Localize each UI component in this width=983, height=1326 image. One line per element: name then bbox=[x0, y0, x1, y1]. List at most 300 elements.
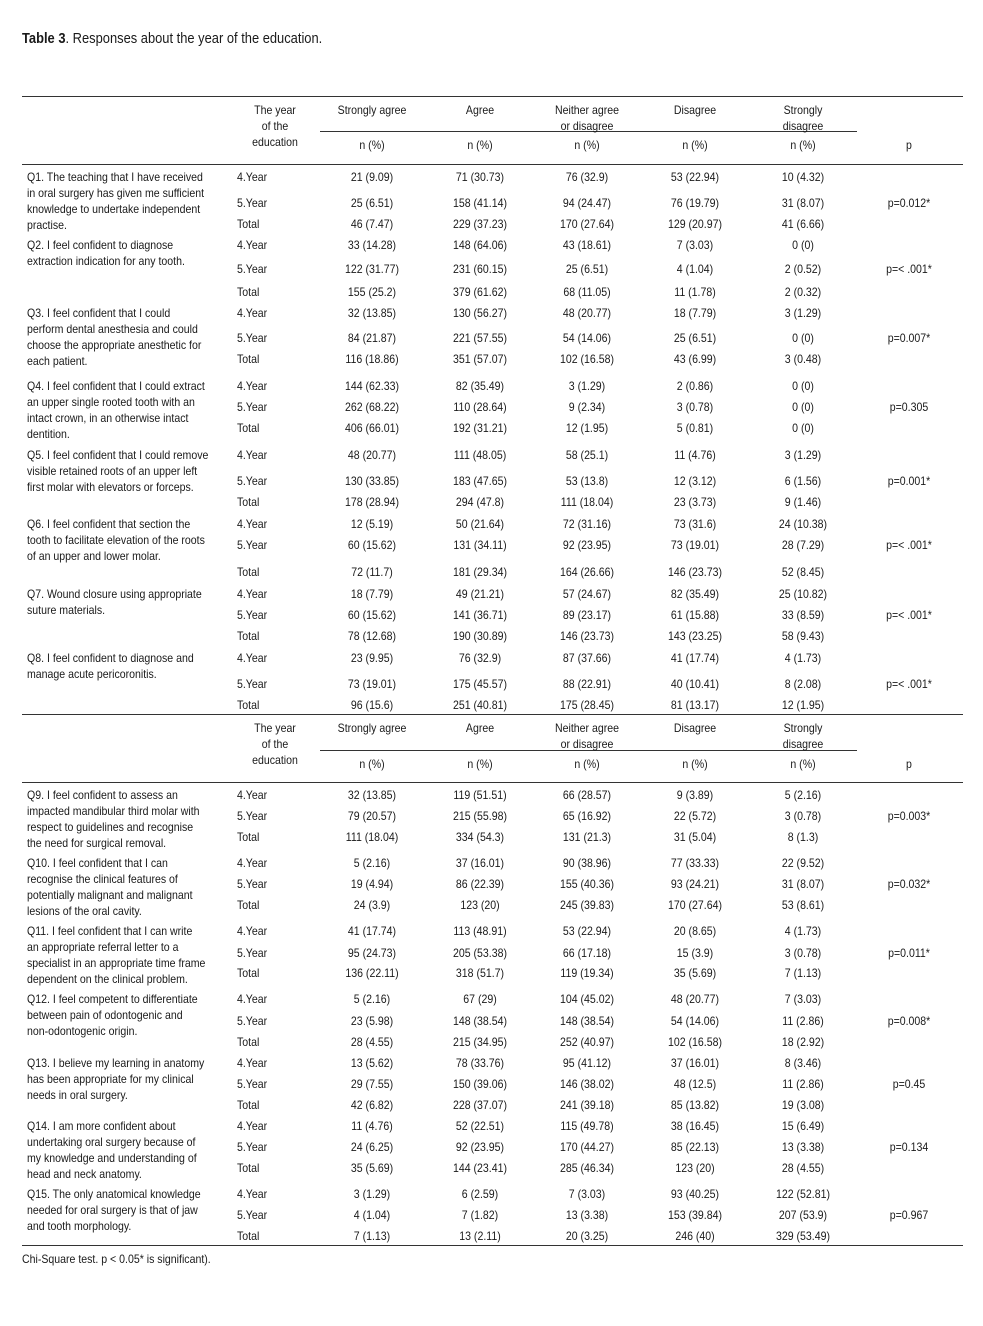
value-cell: 19 (4.94) bbox=[350, 877, 394, 891]
value-cell: 23 (3.73) bbox=[673, 495, 717, 509]
value-cell: 76 (19.79) bbox=[670, 196, 720, 210]
value-cell: 228 (37.07) bbox=[452, 1098, 508, 1112]
question-line: specialist in an appropriate time frame bbox=[27, 956, 206, 970]
question-line: an upper single rooted tooth with an bbox=[27, 395, 195, 409]
header-top-rule bbox=[22, 714, 963, 715]
table-bottom-rule bbox=[22, 1245, 963, 1246]
year-cell: 5.Year bbox=[237, 1077, 268, 1091]
value-cell: 3 (1.29) bbox=[784, 448, 822, 462]
question-text bbox=[27, 586, 202, 618]
value-cell: 32 (13.85) bbox=[347, 306, 397, 320]
question-text bbox=[27, 1186, 201, 1234]
value-cell: 2 (0.86) bbox=[676, 379, 714, 393]
value-cell: 13 (2.11) bbox=[459, 1229, 501, 1243]
value-cell: 85 (13.82) bbox=[670, 1098, 720, 1112]
year-cell: Total bbox=[237, 830, 260, 844]
value-cell: 11 (4.76) bbox=[674, 448, 716, 462]
value-cell: 43 (18.61) bbox=[562, 238, 612, 252]
question-line: Q13. I believe my learning in anatomy bbox=[27, 1056, 205, 1070]
header-unit: n (%) bbox=[467, 138, 493, 152]
value-cell: 73 (31.6) bbox=[673, 517, 717, 531]
question-line: Q6. I feel confident that section the bbox=[27, 517, 191, 531]
value-cell: 28 (4.55) bbox=[350, 1035, 394, 1049]
value-cell: 144 (62.33) bbox=[344, 379, 400, 393]
p-value: p=0.001* bbox=[887, 474, 931, 488]
header-unit: n (%) bbox=[790, 757, 816, 771]
value-cell: 262 (68.22) bbox=[344, 400, 400, 414]
question-line: needs in oral surgery. bbox=[27, 1088, 128, 1102]
question-line: knowledge to undertake independent bbox=[27, 202, 201, 216]
header-year: The year bbox=[254, 103, 296, 117]
value-cell: 3 (0.48) bbox=[784, 352, 822, 366]
value-cell: 94 (24.47) bbox=[562, 196, 612, 210]
value-cell: 155 (40.36) bbox=[559, 877, 615, 891]
header-col-0: Strongly agree bbox=[337, 103, 407, 117]
question-line: Q5. I feel confident that I could remove bbox=[27, 448, 209, 462]
question-line: extraction indication for any tooth. bbox=[27, 254, 185, 268]
value-cell: 93 (24.21) bbox=[670, 877, 720, 891]
question-line: manage acute pericoronitis. bbox=[27, 667, 157, 681]
value-cell: 122 (31.77) bbox=[344, 262, 400, 276]
question-line: Q14. I am more confident about bbox=[27, 1119, 176, 1133]
value-cell: 37 (16.01) bbox=[455, 856, 505, 870]
p-value: p=0.008* bbox=[887, 1014, 931, 1028]
value-cell: 5 (0.81) bbox=[676, 421, 714, 435]
question-text bbox=[27, 923, 205, 987]
value-cell: 41 (6.66) bbox=[781, 217, 825, 231]
question-line: needed for oral surgery is that of jaw bbox=[27, 1203, 198, 1217]
header-col-1: Agree bbox=[465, 103, 495, 117]
question-text bbox=[27, 516, 205, 564]
value-cell: 35 (5.69) bbox=[350, 1161, 394, 1175]
value-cell: 25 (6.51) bbox=[350, 196, 394, 210]
value-cell: 31 (8.07) bbox=[781, 196, 825, 210]
value-cell: 61 (15.88) bbox=[670, 608, 720, 622]
value-cell: 28 (7.29) bbox=[781, 538, 825, 552]
p-value: p=0.011* bbox=[888, 946, 930, 960]
value-cell: 20 (8.65) bbox=[673, 924, 717, 938]
value-cell: 31 (5.04) bbox=[673, 830, 717, 844]
value-cell: 72 (31.16) bbox=[562, 517, 612, 531]
value-cell: 245 (39.83) bbox=[559, 898, 615, 912]
p-value: p=< .001* bbox=[886, 538, 932, 552]
value-cell: 29 (7.55) bbox=[350, 1077, 394, 1091]
value-cell: 60 (15.62) bbox=[347, 538, 397, 552]
value-cell: 86 (22.39) bbox=[455, 877, 505, 891]
value-cell: 5 (2.16) bbox=[353, 992, 391, 1006]
value-cell: 130 (33.85) bbox=[344, 474, 400, 488]
question-line: lesions of the oral cavity. bbox=[27, 904, 142, 918]
value-cell: 3 (0.78) bbox=[784, 809, 822, 823]
header-unit: n (%) bbox=[574, 138, 600, 152]
value-cell: 50 (21.64) bbox=[455, 517, 505, 531]
caption-text: . Responses about the year of the education. bbox=[65, 30, 323, 47]
table-footnote: Chi-Square test. p < 0.05* is significant). bbox=[22, 1252, 211, 1266]
value-cell: 93 (40.25) bbox=[670, 1187, 720, 1201]
value-cell: 25 (10.82) bbox=[778, 587, 828, 601]
question-text bbox=[27, 447, 208, 495]
value-cell: 104 (45.02) bbox=[559, 992, 615, 1006]
year-cell: Total bbox=[237, 421, 260, 435]
value-cell: 144 (23.41) bbox=[452, 1161, 508, 1175]
value-cell: 12 (3.12) bbox=[673, 474, 717, 488]
value-cell: 23 (5.98) bbox=[350, 1014, 394, 1028]
question-line: in oral surgery has given me sufficient bbox=[27, 186, 205, 200]
value-cell: 7 (3.03) bbox=[784, 992, 822, 1006]
value-cell: 79 (20.57) bbox=[347, 809, 397, 823]
value-cell: 123 (20) bbox=[675, 1161, 715, 1175]
year-cell: 4.Year bbox=[237, 306, 268, 320]
question-line: of an upper and lower molar. bbox=[27, 549, 161, 563]
question-text bbox=[27, 237, 185, 269]
value-cell: 102 (16.58) bbox=[559, 352, 615, 366]
year-cell: 5.Year bbox=[237, 809, 268, 823]
value-cell: 53 (22.94) bbox=[670, 170, 720, 184]
value-cell: 60 (15.62) bbox=[347, 608, 397, 622]
value-cell: 241 (39.18) bbox=[559, 1098, 615, 1112]
value-cell: 136 (22.11) bbox=[345, 966, 399, 980]
question-line: dentition. bbox=[27, 427, 70, 441]
value-cell: 18 (7.79) bbox=[673, 306, 717, 320]
question-line: has been appropriate for my clinical bbox=[27, 1072, 194, 1086]
value-cell: 175 (45.57) bbox=[452, 677, 508, 691]
question-text bbox=[27, 1118, 197, 1182]
value-cell: 111 (48.05) bbox=[453, 448, 507, 462]
value-cell: 4 (1.04) bbox=[676, 262, 714, 276]
header-unit: n (%) bbox=[574, 757, 600, 771]
value-cell: 122 (52.81) bbox=[775, 1187, 831, 1201]
question-line: Q9. I feel confident to assess an bbox=[27, 788, 178, 802]
value-cell: 90 (38.96) bbox=[562, 856, 612, 870]
value-cell: 37 (16.01) bbox=[670, 1056, 720, 1070]
question-line: recognise the clinical features of bbox=[27, 872, 178, 886]
year-cell: Total bbox=[237, 629, 260, 643]
value-cell: 406 (66.01) bbox=[344, 421, 400, 435]
year-cell: 4.Year bbox=[237, 1187, 268, 1201]
value-cell: 231 (60.15) bbox=[452, 262, 508, 276]
value-cell: 41 (17.74) bbox=[670, 651, 720, 665]
question-text bbox=[27, 991, 198, 1039]
year-cell: 4.Year bbox=[237, 587, 268, 601]
value-cell: 148 (64.06) bbox=[452, 238, 508, 252]
question-line: and tooth morphology. bbox=[27, 1219, 132, 1233]
value-cell: 334 (54.3) bbox=[455, 830, 505, 844]
question-line: choose the appropriate anesthetic for bbox=[27, 338, 202, 352]
question-text bbox=[27, 1055, 204, 1103]
question-line: first molar with elevators or forceps. bbox=[27, 480, 194, 494]
year-cell: Total bbox=[237, 898, 260, 912]
value-cell: 115 (49.78) bbox=[560, 1119, 614, 1133]
year-cell: 4.Year bbox=[237, 170, 268, 184]
value-cell: 92 (23.95) bbox=[562, 538, 612, 552]
value-cell: 150 (39.06) bbox=[452, 1077, 508, 1091]
value-cell: 146 (23.73) bbox=[667, 565, 723, 579]
value-cell: 102 (16.58) bbox=[667, 1035, 723, 1049]
year-cell: Total bbox=[237, 966, 260, 980]
year-cell: 4.Year bbox=[237, 788, 268, 802]
p-value: p=0.012* bbox=[887, 196, 931, 210]
year-cell: 4.Year bbox=[237, 1056, 268, 1070]
value-cell: 131 (34.11) bbox=[453, 538, 507, 552]
year-cell: 5.Year bbox=[237, 474, 268, 488]
p-value: p=0.007* bbox=[887, 331, 931, 345]
p-value: p=0.134 bbox=[889, 1140, 929, 1154]
header-year: The year bbox=[254, 721, 296, 735]
value-cell: 164 (26.66) bbox=[559, 565, 615, 579]
value-cell: 8 (2.08) bbox=[784, 677, 822, 691]
question-line: Q7. Wound closure using appropriate bbox=[27, 587, 202, 601]
value-cell: 215 (34.95) bbox=[452, 1035, 508, 1049]
value-cell: 0 (0) bbox=[792, 400, 814, 414]
value-cell: 6 (2.59) bbox=[461, 1187, 499, 1201]
value-cell: 78 (12.68) bbox=[347, 629, 397, 643]
year-cell: Total bbox=[237, 1161, 260, 1175]
question-text bbox=[27, 855, 193, 919]
year-cell: 4.Year bbox=[237, 517, 268, 531]
value-cell: 84 (21.87) bbox=[347, 331, 397, 345]
value-cell: 54 (14.06) bbox=[562, 331, 612, 345]
question-line: visible retained roots of an upper left bbox=[27, 464, 198, 478]
value-cell: 68 (11.05) bbox=[563, 285, 611, 299]
header-col-4: disagree bbox=[782, 737, 824, 751]
value-cell: 207 (53.9) bbox=[778, 1208, 828, 1222]
year-cell: 4.Year bbox=[237, 992, 268, 1006]
value-cell: 3 (0.78) bbox=[676, 400, 714, 414]
value-cell: 146 (23.73) bbox=[559, 629, 615, 643]
value-cell: 25 (6.51) bbox=[565, 262, 609, 276]
question-line: respect to guidelines and recognise bbox=[27, 820, 194, 834]
value-cell: 119 (19.34) bbox=[560, 966, 614, 980]
question-line: Q11. I feel confident that I can write bbox=[27, 924, 193, 938]
value-cell: 42 (6.82) bbox=[350, 1098, 394, 1112]
value-cell: 3 (0.78) bbox=[784, 946, 822, 960]
value-cell: 10 (4.32) bbox=[781, 170, 825, 184]
value-cell: 181 (29.34) bbox=[452, 565, 508, 579]
value-cell: 4 (1.04) bbox=[353, 1208, 391, 1222]
value-cell: 285 (46.34) bbox=[559, 1161, 615, 1175]
p-value: p=0.967 bbox=[889, 1208, 929, 1222]
value-cell: 183 (47.65) bbox=[452, 474, 508, 488]
value-cell: 24 (3.9) bbox=[353, 898, 391, 912]
value-cell: 2 (0.32) bbox=[784, 285, 822, 299]
header-unit: n (%) bbox=[467, 757, 493, 771]
header-bottom-rule bbox=[22, 164, 963, 165]
value-cell: 66 (17.18) bbox=[562, 946, 612, 960]
value-cell: 8 (1.3) bbox=[787, 830, 819, 844]
value-cell: 148 (38.54) bbox=[452, 1014, 508, 1028]
value-cell: 48 (20.77) bbox=[670, 992, 720, 1006]
year-cell: 5.Year bbox=[237, 946, 268, 960]
value-cell: 19 (3.08) bbox=[781, 1098, 825, 1112]
value-cell: 130 (56.27) bbox=[452, 306, 508, 320]
year-cell: Total bbox=[237, 285, 260, 299]
value-cell: 190 (30.89) bbox=[452, 629, 508, 643]
question-line: suture materials. bbox=[27, 603, 106, 617]
value-cell: 229 (37.23) bbox=[452, 217, 508, 231]
value-cell: 4 (1.73) bbox=[784, 651, 822, 665]
header-col-2: Neither agree bbox=[555, 721, 619, 735]
value-cell: 53 (13.8) bbox=[565, 474, 609, 488]
question-line: Q10. I feel confident that I can bbox=[27, 856, 168, 870]
value-cell: 38 (16.45) bbox=[670, 1119, 720, 1133]
year-cell: Total bbox=[237, 565, 260, 579]
value-cell: 3 (1.29) bbox=[568, 379, 606, 393]
header-col-4: Strongly bbox=[783, 721, 823, 735]
year-cell: 5.Year bbox=[237, 538, 268, 552]
question-line: practise. bbox=[27, 218, 67, 232]
year-cell: 5.Year bbox=[237, 262, 268, 276]
value-cell: 351 (57.07) bbox=[452, 352, 508, 366]
value-cell: 0 (0) bbox=[792, 331, 814, 345]
value-cell: 65 (16.92) bbox=[562, 809, 612, 823]
value-cell: 76 (32.9) bbox=[458, 651, 502, 665]
value-cell: 81 (13.17) bbox=[670, 698, 720, 712]
value-cell: 252 (40.97) bbox=[559, 1035, 615, 1049]
question-line: dependent on the clinical problem. bbox=[27, 972, 188, 986]
value-cell: 71 (30.73) bbox=[455, 170, 505, 184]
value-cell: 192 (31.21) bbox=[452, 421, 508, 435]
value-cell: 0 (0) bbox=[792, 238, 814, 252]
value-cell: 12 (5.19) bbox=[350, 517, 394, 531]
p-value: p=0.032* bbox=[887, 877, 931, 891]
value-cell: 9 (2.34) bbox=[568, 400, 606, 414]
header-year: education bbox=[252, 135, 298, 149]
value-cell: 5 (2.16) bbox=[784, 788, 822, 802]
year-cell: Total bbox=[237, 1035, 260, 1049]
question-line: Q1. The teaching that I have received bbox=[27, 170, 203, 184]
value-cell: 113 (48.91) bbox=[453, 924, 507, 938]
value-cell: 52 (22.51) bbox=[455, 1119, 505, 1133]
question-line: head and neck anatomy. bbox=[27, 1167, 142, 1181]
year-cell: 4.Year bbox=[237, 238, 268, 252]
question-line: my knowledge and understanding of bbox=[27, 1151, 197, 1165]
year-cell: Total bbox=[237, 1098, 260, 1112]
value-cell: 8 (3.46) bbox=[784, 1056, 822, 1070]
value-cell: 66 (28.57) bbox=[562, 788, 612, 802]
value-cell: 25 (6.51) bbox=[673, 331, 717, 345]
header-col-2: Neither agree bbox=[555, 103, 619, 117]
value-cell: 111 (18.04) bbox=[560, 495, 614, 509]
header-col-4: disagree bbox=[782, 119, 824, 133]
value-cell: 143 (23.25) bbox=[667, 629, 723, 643]
value-cell: 0 (0) bbox=[792, 421, 814, 435]
value-cell: 89 (23.17) bbox=[562, 608, 612, 622]
value-cell: 178 (28.94) bbox=[344, 495, 400, 509]
p-value: p=< .001* bbox=[886, 608, 932, 622]
header-col-3: Disagree bbox=[673, 721, 717, 735]
value-cell: 3 (1.29) bbox=[353, 1187, 391, 1201]
value-cell: 88 (22.91) bbox=[562, 677, 612, 691]
header-col-4: Strongly bbox=[783, 103, 823, 117]
value-cell: 41 (17.74) bbox=[347, 924, 397, 938]
value-cell: 9 (1.46) bbox=[784, 495, 822, 509]
header-unit: n (%) bbox=[682, 138, 708, 152]
year-cell: 5.Year bbox=[237, 400, 268, 414]
value-cell: 48 (20.77) bbox=[347, 448, 397, 462]
value-cell: 95 (41.12) bbox=[562, 1056, 612, 1070]
year-cell: 5.Year bbox=[237, 196, 268, 210]
p-value: p=0.305 bbox=[889, 400, 929, 414]
header-p: p bbox=[906, 138, 912, 152]
value-cell: 78 (33.76) bbox=[455, 1056, 505, 1070]
value-cell: 146 (38.02) bbox=[559, 1077, 615, 1091]
value-cell: 11 (1.78) bbox=[674, 285, 716, 299]
value-cell: 54 (14.06) bbox=[670, 1014, 720, 1028]
year-cell: 5.Year bbox=[237, 331, 268, 345]
value-cell: 116 (18.86) bbox=[345, 352, 399, 366]
value-cell: 95 (24.73) bbox=[347, 946, 397, 960]
value-cell: 5 (2.16) bbox=[353, 856, 391, 870]
value-cell: 13 (3.38) bbox=[565, 1208, 609, 1222]
question-line: Q2. I feel confident to diagnose bbox=[27, 238, 174, 252]
value-cell: 318 (51.7) bbox=[455, 966, 505, 980]
value-cell: 7 (3.03) bbox=[676, 238, 714, 252]
value-cell: 294 (47.8) bbox=[455, 495, 505, 509]
value-cell: 379 (61.62) bbox=[452, 285, 508, 299]
value-cell: 18 (7.79) bbox=[350, 587, 394, 601]
p-value: p=0.003* bbox=[887, 809, 931, 823]
value-cell: 221 (57.55) bbox=[452, 331, 508, 345]
value-cell: 24 (6.25) bbox=[350, 1140, 394, 1154]
year-cell: 4.Year bbox=[237, 448, 268, 462]
value-cell: 33 (8.59) bbox=[781, 608, 825, 622]
value-cell: 129 (20.97) bbox=[667, 217, 723, 231]
value-cell: 170 (27.64) bbox=[559, 217, 615, 231]
header-col-2: or disagree bbox=[560, 119, 614, 133]
value-cell: 329 (53.49) bbox=[775, 1229, 831, 1243]
value-cell: 58 (9.43) bbox=[781, 629, 825, 643]
header-p: p bbox=[906, 757, 912, 771]
value-cell: 141 (36.71) bbox=[452, 608, 508, 622]
value-cell: 92 (23.95) bbox=[455, 1140, 505, 1154]
question-line: Q8. I feel confident to diagnose and bbox=[27, 651, 194, 665]
value-cell: 155 (25.2) bbox=[347, 285, 397, 299]
value-cell: 28 (4.55) bbox=[781, 1161, 825, 1175]
year-cell: Total bbox=[237, 352, 260, 366]
value-cell: 6 (1.56) bbox=[784, 474, 822, 488]
value-cell: 7 (3.03) bbox=[568, 1187, 606, 1201]
header-year: of the bbox=[261, 119, 289, 133]
value-cell: 175 (28.45) bbox=[559, 698, 615, 712]
value-cell: 87 (37.66) bbox=[562, 651, 612, 665]
header-year: of the bbox=[261, 737, 289, 751]
question-line: the need for surgical removal. bbox=[27, 836, 167, 850]
value-cell: 18 (2.92) bbox=[781, 1035, 825, 1049]
header-unit: n (%) bbox=[682, 757, 708, 771]
year-cell: 5.Year bbox=[237, 1140, 268, 1154]
year-cell: 4.Year bbox=[237, 379, 268, 393]
question-line: Q3. I feel confident that I could bbox=[27, 306, 171, 320]
value-cell: 22 (5.72) bbox=[673, 809, 717, 823]
value-cell: 32 (13.85) bbox=[347, 788, 397, 802]
value-cell: 21 (9.09) bbox=[350, 170, 394, 184]
value-cell: 48 (20.77) bbox=[562, 306, 612, 320]
question-line: tooth to facilitate elevation of the roots bbox=[27, 533, 205, 547]
p-value: p=< .001* bbox=[886, 262, 932, 276]
value-cell: 11 (4.76) bbox=[351, 1119, 393, 1133]
caption-label: Table 3 bbox=[22, 30, 66, 47]
year-cell: 4.Year bbox=[237, 856, 268, 870]
value-cell: 11 (2.86) bbox=[782, 1014, 824, 1028]
header-top-rule bbox=[22, 96, 963, 97]
value-cell: 53 (8.61) bbox=[781, 898, 825, 912]
header-unit: n (%) bbox=[790, 138, 816, 152]
value-cell: 246 (40) bbox=[675, 1229, 715, 1243]
value-cell: 53 (22.94) bbox=[562, 924, 612, 938]
value-cell: 131 (21.3) bbox=[562, 830, 612, 844]
value-cell: 24 (10.38) bbox=[778, 517, 828, 531]
value-cell: 15 (3.9) bbox=[676, 946, 714, 960]
